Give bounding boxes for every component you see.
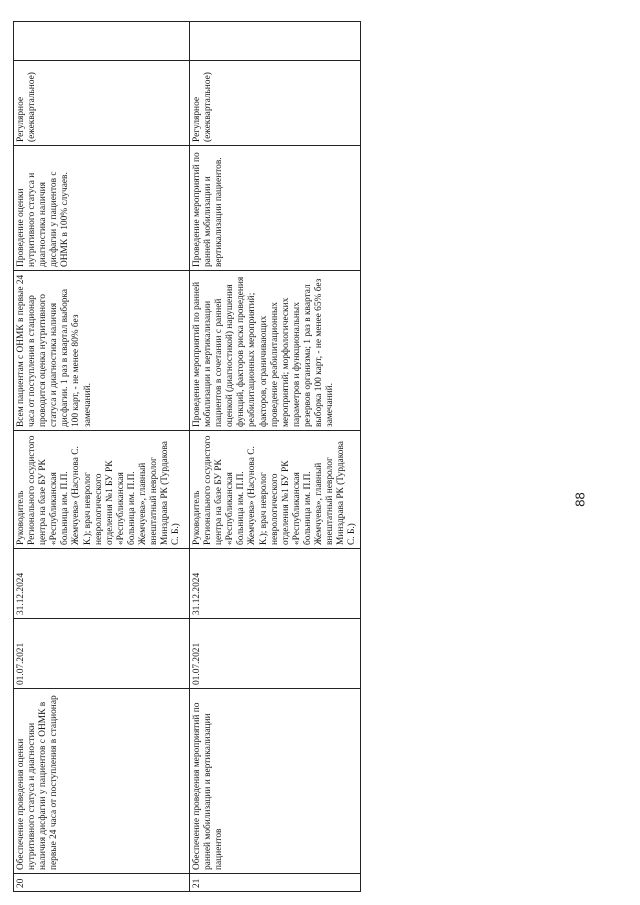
measure-cell: Обеспечение проведения оценки нутритивного статуса и диагностики наличия дисфагии у пациентов с ОНМК в первые 24 часа от поступления в стационар [14,689,190,874]
indicator-cell: Всем пациентам с ОНМК в первые 24 часа от поступления в стационар проводится оценка нутритивного статуса и диагностика наличия дисфагии. 1 раз в квартал выборка 100 карт, - не менее 80% без замечаний. [14,271,190,431]
extra-cell [190,22,361,61]
measure-cell: Обеспечение проведения мероприятий по ранней мобилизации и вертикализации пациентов [190,689,361,874]
measures-table [13,21,361,892]
rotated-table-container [13,22,358,892]
table-row [14,22,190,892]
table-row [190,22,361,892]
end-date-cell: 31.12.2024 [14,549,190,619]
frequency-cell: Регулярное (ежеквартальное) [14,61,190,146]
indicator-cell: Проведение мероприятий по ранней мобилизации и вертикализации пациентов в сочетании с ранней оценкой (диагностикой) нарушения функций, факторов риска проведения реабилитационных мероприятий; факторов, ограничивающих проведение реабилитационных мероприятий; морфологических параметров и функциональных резервов организма; 1 раз в квартал выборка 100 карт, - не менее 65% без замечаний. [190,271,361,431]
page-number: 88 [572,492,588,507]
responsible-cell: Руководитель Регионального сосудистого центра на базе БУ РК «Республиканская больница им. П.П. Жемчуева» (Насунова С. К.); врач невролог неврологического отделения №1 БУ РК «Республиканская больница им. П.П. Жемчуева», главный внештатный невролог Минздрава РК (Турдакова С. Б.) [190,431,361,549]
result-cell: Проведение мероприятий по ранней мобилизации и вертикализации пациентов. [190,146,361,271]
end-date-cell: 31.12.2024 [190,549,361,619]
row-number: 20 [14,874,190,892]
result-cell: Проведение оценки нутритивного статуса и диагностика наличия дисфагии у пациентов с ОНМК в 100% случаев. [14,146,190,271]
start-date-cell: 01.07.2021 [14,619,190,689]
row-number: 21 [190,874,361,892]
start-date-cell: 01.07.2021 [190,619,361,689]
frequency-cell: Регулярное (ежеквартальное) [190,61,361,146]
responsible-cell: Руководитель Регионального сосудистого центра на базе БУ РК «Республиканская больница им. П.П. Жемчуева» (Насунова С. К.); врач невролог неврологического отделения №1 БУ РК «Республиканская больница им. П.П. Жемчуева», главный внештатный невролог Минздрава РК (Турдакова С. Б.) [14,431,190,549]
extra-cell [14,22,190,61]
document-page [13,22,358,892]
